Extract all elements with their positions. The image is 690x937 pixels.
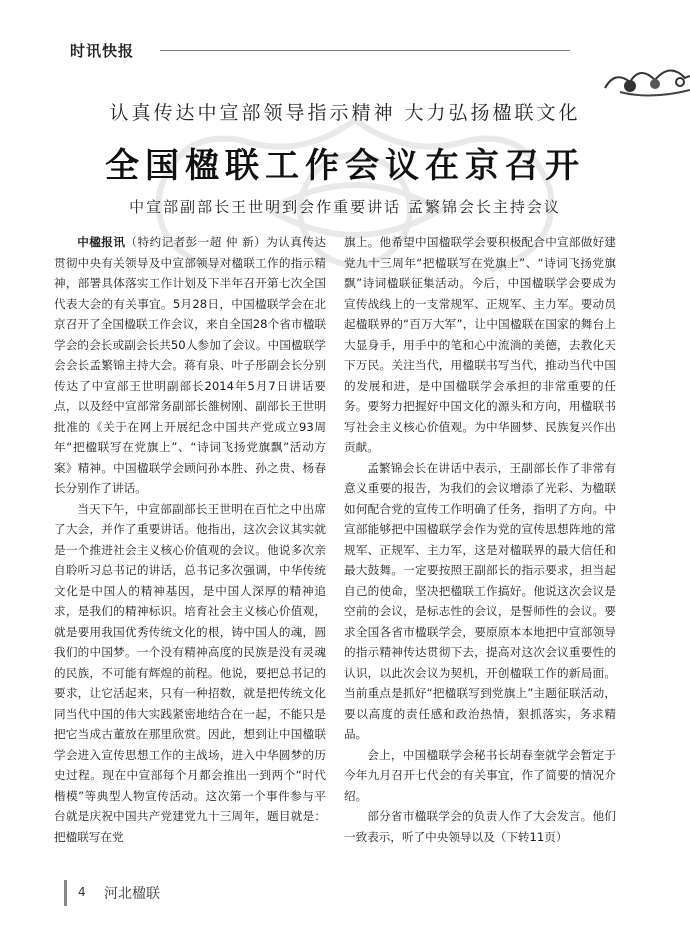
paragraph: 旗上。他希望中国楹联学会要积极配合中宣部做好建党九十三周年“把楹联写在党旗上”、“诗词飞扬党旗飘”诗词楹联征集活动。今后，中国楹联学会要成为宣传战线上的一支常规军、正规军、主力军。要动员起楹联界的“百万大军”，让中国楹联在国家的舞台上大显身手，用手中的笔和心中流淌的美德，去教化天下万民。关注当代，用楹联书写当代，推动当代中国的发展和进，是中国楹联学会承担的非常重要的任务。要努力把握好中国文化的源头和方向，用楹联书写社会主义核心价值观。为中华圆梦、民族复兴作出贡献。	[344, 235, 616, 454]
article-kicker: 认真传达中宣部领导指示精神 大力弘扬楹联文化	[109, 102, 581, 124]
paragraph: 部分省市楹联学会的负责人作了大会发言。他们一致表示，听了中央领导以及（下转11页）	[344, 809, 616, 844]
article-title: 全国楹联工作会议在京召开	[105, 146, 585, 186]
byline-lead: 中楹报讯	[77, 235, 126, 249]
paragraph: 孟繁锦会长在讲话中表示，王副部长作了非常有意义重要的报告，为我们的会议增添了光彩、为楹联如何配合党的宣传工作明确了任务，指明了方向。中宣部能够把中国楹联学会作为党的宣传思想阵地的常规军、正规军、主力军，这是对楹联界的最大信任和最大鼓舞。一定要按照王副部长的指示要求，担当起自己的使命，坚决把楹联工作搞好。他说这次会议是空前的会议，是标志性的会议，是誓师性的会议。要求全国各省市楹联学会，要原原本本地把中宣部领导的指示精神传达贯彻下去，提高对这次会议重要性的认识，以此次会议为契机，开创楹联工作的新局面。当前重点是抓好“把楹联写到党旗上”主题征联活动，要以高度的责任感和政治热情，狠抓落实，务求精品。	[344, 460, 616, 741]
journal-name: 河北楹联	[104, 886, 160, 902]
paragraph: 会上，中国楹联学会秘书长胡春奎就学会暂定于今年九月召开七代会的有关事宜，作了简要的情况介绍。	[344, 747, 616, 803]
paragraph: 当天下午，中宣部副部长王世明在百忙之中出席了大会，并作了重要讲话。他指出，这次会议其实就是一个推进社会主义核心价值观的会议。他说多次亲自聆听习总书记的讲话，总书记多次强调，中华传统文化是中国人的精神基因，是中国人深厚的精神追求，是我们的精神标识。培育社会主义核心价值观，就是要用我国优秀传统文化的根，铸中国人的魂，圆我们的中国梦。一个没有精神高度的民族是没有灵魂的民族，不可能有辉煌的前程。他说，要把总书记的要求，让它活起来，只有一种招数，就是把传统文化同当代中国的伟大实践紧密地结合在一起，不能只是把它当成古董放在那里欣赏。因此，想到让中国楹联学会进入宣传思想工作的主战场，进入中华圆梦的历史过程。现在中宣部每个月都会推出一到两个“时代楷模”等典型人物宣传活动。这次第一个事件参与平台就是庆祝中国共产党建党九十三周年，题目就是：把楹联写在党	[54, 501, 326, 844]
header-rule	[160, 50, 570, 51]
section-tag: 时讯快报	[70, 42, 135, 60]
left-column	[54, 232, 326, 847]
right-column	[344, 232, 616, 847]
paragraph-text: （特约记者彭一超 仲 新）为认真传达贯彻中央有关领导及中宣部领导对楹联工作的指示精神，部署具体落实工作计划及下半年召开第七次全国代表大会的有关事宜。5月28日，中国楹联学会在北京召开了全国楹联工作会议，来自全国28个省市楹联学会的会长或副会长共50人参加了会议。中国楹联学会会长孟繁锦主持大会。蒋有泉、叶子彤副会长分别传达了中宣部王世明副部长2014年5月7日讲话要点，以及经中宣部常务副部长雒树刚、副部长王世明批准的《关于在网上开展纪念中国共产党成立93周年“把楹联写在党旗上”、“诗词飞扬党旗飘”活动方案》精神。中国楹联学会顾问孙本胜、孙之贵、杨春长分别作了讲话。	[54, 235, 326, 495]
footer-bar	[64, 880, 67, 906]
page-number: 4	[78, 885, 86, 899]
article-subtitle: 中宣部副部长王世明到会作重要讲话 孟繁锦会长主持会议	[129, 198, 561, 216]
page-footer	[64, 880, 264, 906]
page-header	[70, 38, 650, 68]
cloud-ornament-icon	[600, 60, 690, 100]
paragraph	[54, 232, 326, 499]
